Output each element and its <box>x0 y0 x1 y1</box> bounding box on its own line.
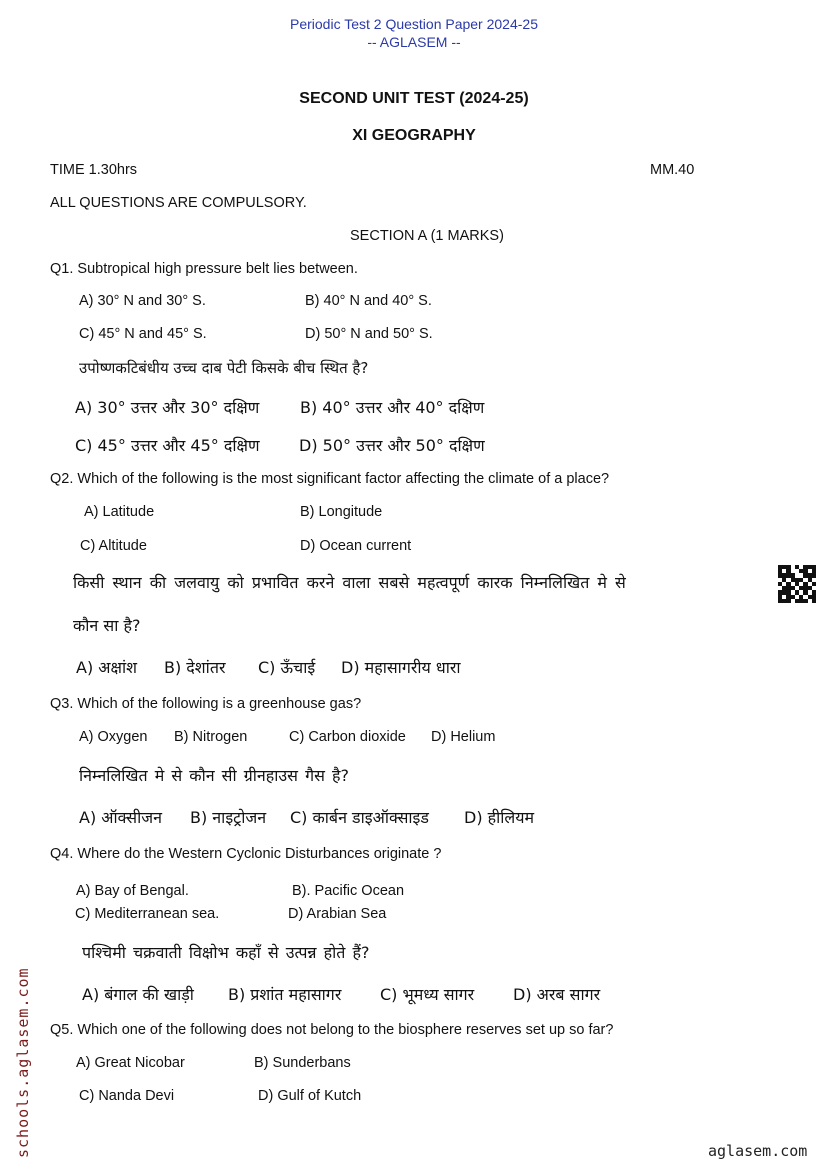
q5-option-c: C) Nanda Devi <box>79 1088 175 1104</box>
q5-option-d: D) Gulf of Kutch <box>258 1088 362 1104</box>
q1-text: Q1. Subtropical high pressure belt lies between. <box>50 261 358 277</box>
q1-option-b: B) 40° N and 40° S. <box>305 293 432 309</box>
q5-option-a: A) Great Nicobar <box>76 1055 185 1071</box>
header-line-2: -- AGLASEM -- <box>367 34 461 50</box>
q1-hindi-option-a: A) 30° उत्तर और 30° दक्षिण <box>75 398 260 417</box>
q2-hindi-option-c: C) ऊँचाई <box>258 658 316 677</box>
max-marks: MM.40 <box>650 162 695 178</box>
q2-option-d: D) Ocean current <box>300 538 412 554</box>
q3-option-c: C) Carbon dioxide <box>289 729 406 745</box>
q2-text: Q2. Which of the following is the most significant factor affecting the climate of a place? <box>50 471 610 487</box>
q4-option-c: C) Mediterranean sea. <box>75 906 220 922</box>
instruction: ALL QUESTIONS ARE COMPULSORY. <box>50 195 307 211</box>
q3-option-a: A) Oxygen <box>79 729 148 745</box>
side-watermark: schools.aglasem.com <box>14 967 32 1158</box>
q2-option-b: B) Longitude <box>300 504 383 520</box>
page-title: SECOND UNIT TEST (2024-25) <box>299 90 529 107</box>
q3-hindi-option-a: A) ऑक्सीजन <box>79 808 162 827</box>
q1-option-a: A) 30° N and 30° S. <box>79 293 206 309</box>
time-label: TIME 1.30hrs <box>50 162 138 178</box>
q3-hindi-option-d: D) हीलियम <box>464 808 535 827</box>
q2-option-a: A) Latitude <box>84 504 155 520</box>
qr-code-icon <box>778 565 816 603</box>
q1-option-d: D) 50° N and 50° S. <box>305 326 433 342</box>
q1-option-c: C) 45° N and 45° S. <box>79 326 207 342</box>
footer-watermark: aglasem.com <box>708 1142 808 1160</box>
q2-hindi-option-a: A) अक्षांश <box>76 658 137 677</box>
q5-option-b: B) Sunderbans <box>254 1055 351 1071</box>
q5-text: Q5. Which one of the following does not belong to the biosphere reserves set up so far? <box>50 1022 614 1038</box>
q1-hindi-option-c: C) 45° उत्तर और 45° दक्षिण <box>75 436 260 455</box>
q4-option-a: A) Bay of Bengal. <box>76 883 189 899</box>
q2-hindi-option-b: B) देशांतर <box>164 658 226 677</box>
section-heading: SECTION A (1 MARKS) <box>350 228 504 244</box>
q4-hindi-option-c: C) भूमध्य सागर <box>380 985 475 1004</box>
q4-hindi-option-d: D) अरब सागर <box>513 985 601 1004</box>
q1-hindi-option-d: D) 50° उत्तर और 50° दक्षिण <box>299 436 485 455</box>
q2-option-c: C) Altitude <box>80 538 147 554</box>
q2-hindi-line-1: किसी स्थान की जलवायु को प्रभावित करने वाला सबसे महत्वपूर्ण कारक निम्नलिखित मे से <box>73 573 626 592</box>
q3-hindi-option-c: C) कार्बन डाइऑक्साइड <box>290 808 429 827</box>
q3-option-d: D) Helium <box>431 729 496 745</box>
q4-text: Q4. Where do the Western Cyclonic Disturbances originate ? <box>50 846 442 862</box>
q3-hindi: निम्नलिखित मे से कौन सी ग्रीनहाउस गैस है? <box>79 766 349 785</box>
q4-option-b: B). Pacific Ocean <box>292 883 405 899</box>
q2-hindi-line-2: कौन सा है? <box>73 616 141 635</box>
q4-hindi: पश्चिमी चक्रवाती विक्षोभ कहाँ से उत्पन्न होते हैं? <box>82 943 370 962</box>
header-line-1: Periodic Test 2 Question Paper 2024-25 <box>289 16 538 32</box>
q4-option-d: D) Arabian Sea <box>288 906 387 922</box>
q3-hindi-option-b: B) नाइट्रोजन <box>190 808 267 827</box>
q1-hindi: उपोष्णकटिबंधीय उच्च दाब पेटी किसके बीच स्थित है? <box>79 359 369 377</box>
q3-option-b: B) Nitrogen <box>174 729 248 745</box>
q2-hindi-option-d: D) महासागरीय धारा <box>341 658 461 677</box>
subject-title: XI GEOGRAPHY <box>352 127 476 144</box>
q1-hindi-option-b: B) 40° उत्तर और 40° दक्षिण <box>300 398 485 417</box>
q3-text: Q3. Which of the following is a greenhouse gas? <box>50 696 362 712</box>
q4-hindi-option-a: A) बंगाल की खाड़ी <box>82 985 194 1004</box>
q4-hindi-option-b: B) प्रशांत महासागर <box>228 985 342 1004</box>
